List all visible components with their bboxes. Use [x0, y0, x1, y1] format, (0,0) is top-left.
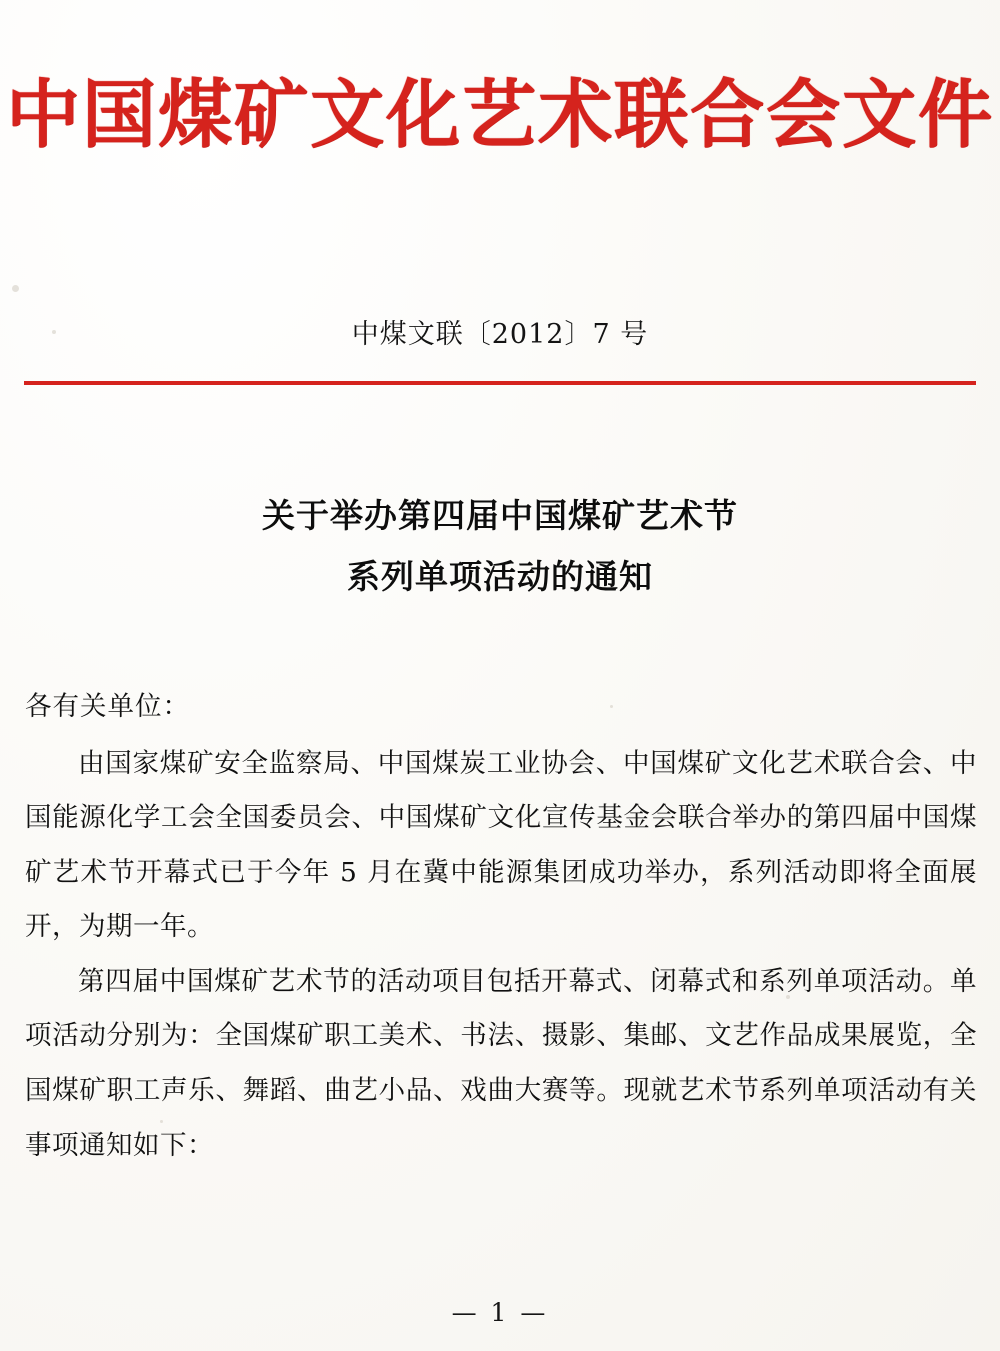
page-title [0, 485, 1000, 607]
page-title-line-2: 系列单项活动的通知 [347, 557, 653, 597]
red-divider-rule [24, 381, 976, 385]
page-number: — 1 — [451, 1298, 549, 1327]
document-number: 中煤文联〔2012〕7 号 [351, 319, 649, 350]
page-title-line-1: 关于举办第四届中国煤矿艺术节 [262, 496, 738, 535]
document-masthead: 中国煤矿文化艺术联合会文件 [6, 72, 994, 158]
body-paragraph-1: 由国家煤矿安全监察局、中国煤炭工业协会、中国煤矿文化艺术联合会、中国能源化学工会全国委员会、中国煤矿文化宣传基金会联合举办的第四届中国煤矿艺术节开幕式已于今年 5 月在冀中能源集团成功举办，系列活动即将全面展开，为期一年。 [25, 747, 977, 943]
salutation: 各有关单位： [25, 691, 190, 722]
document-body [25, 680, 977, 1173]
scan-speckle [12, 285, 19, 292]
body-paragraph-2: 第四届中国煤矿艺术节的活动项目包括开幕式、闭幕式和系列单项活动。单项活动分别为：全国煤矿职工美术、书法、摄影、集邮、文艺作品成果展览，全国煤矿职工声乐、舞蹈、曲艺小品、戏曲大赛等。现就艺术节系列单项活动有关事项通知如下： [25, 965, 977, 1161]
